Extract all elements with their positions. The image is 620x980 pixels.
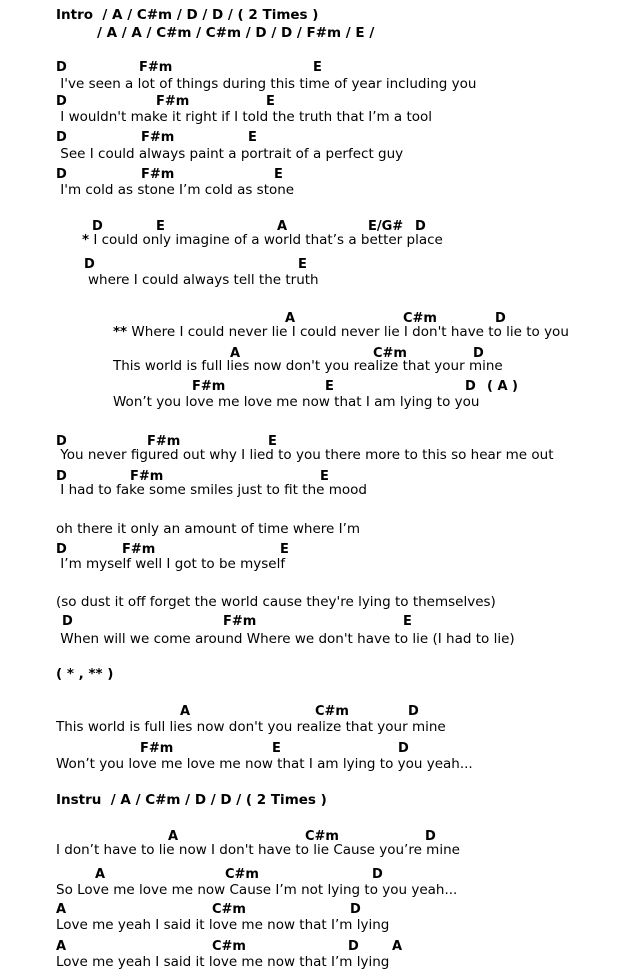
- lyric-line: where I could always tell the truth: [88, 272, 319, 288]
- lyric-line: Won’t you love me love me now that I am lying to you yeah...: [56, 756, 473, 772]
- lyric-line: See I could always paint a portrait of a perfect guy: [56, 146, 404, 162]
- section-heading: / A / A / C#m / C#m / D / D / F#m / E /: [97, 25, 375, 41]
- chord: D: [56, 469, 67, 484]
- chord: C#m: [212, 939, 246, 954]
- chord: A: [277, 219, 288, 234]
- chord: D: [56, 94, 67, 109]
- lyric-line: So Love me love me now Cause I’m not lying to you yeah...: [56, 882, 458, 898]
- chord: F#m: [156, 94, 190, 109]
- chord: C#m: [315, 704, 349, 719]
- chord: F#m: [141, 130, 175, 145]
- lyric-line: (so dust it off forget the world cause they're lying to themselves): [56, 594, 496, 610]
- chord: D: [408, 704, 419, 719]
- chord: ( A ): [487, 379, 518, 394]
- lyric-line: Won’t you love me love me now that I am lying to you: [113, 394, 480, 410]
- chord: C#m: [373, 346, 407, 361]
- chord: F#m: [223, 614, 257, 629]
- chord: F#m: [122, 542, 156, 557]
- chord: D: [56, 434, 67, 449]
- chord: C#m: [403, 311, 437, 326]
- lyric-line: Love me yeah I said it love me now that I’m lying: [56, 954, 390, 970]
- lyric-line: [113, 324, 569, 340]
- chord: F#m: [141, 167, 175, 182]
- chord: C#m: [225, 867, 259, 882]
- chord: E: [298, 257, 307, 272]
- lyric-line: I had to fake some smiles just to fit the mood: [56, 482, 367, 498]
- chord: E/G#: [368, 219, 404, 234]
- chord: E: [403, 614, 412, 629]
- lyric-line: This world is full lies now don't you realize that your mine: [56, 719, 446, 735]
- chord: A: [56, 902, 67, 917]
- chord: D: [495, 311, 506, 326]
- chord: D: [56, 167, 67, 182]
- chord: D: [56, 60, 67, 75]
- lyric-line: oh there it only an amount of time where I’m: [56, 521, 361, 537]
- chord: D: [372, 867, 383, 882]
- lyric-marker: **: [113, 324, 128, 340]
- chord: C#m: [305, 829, 339, 844]
- chord: A: [168, 829, 179, 844]
- lyric-line: I've seen a lot of things during this time of year including you: [56, 76, 477, 92]
- lyric-line: I'm cold as stone I’m cold as stone: [56, 182, 295, 198]
- lyric-line: I’m myself well I got to be myself: [56, 556, 286, 572]
- lyric-line: When will we come around Where we don't have to lie (I had to lie): [56, 631, 515, 647]
- chord: D: [415, 219, 426, 234]
- section-heading: Instru / A / C#m / D / D / ( 2 Times ): [56, 792, 327, 808]
- chord: D: [84, 257, 95, 272]
- lyric-line: [82, 232, 443, 248]
- chord: F#m: [140, 741, 174, 756]
- chord: F#m: [139, 60, 173, 75]
- chord: A: [95, 867, 106, 882]
- chord: A: [285, 311, 296, 326]
- chord: D: [62, 614, 73, 629]
- chord: E: [156, 219, 165, 234]
- chord: E: [313, 60, 322, 75]
- chord: E: [325, 379, 334, 394]
- lyric-marker: *: [82, 232, 90, 248]
- chord: D: [348, 939, 359, 954]
- chord: E: [268, 434, 277, 449]
- chord: D: [92, 219, 103, 234]
- lyric-line: You never figured out why I lied to you there more to this so hear me out: [56, 447, 554, 463]
- chord: A: [56, 939, 67, 954]
- chord: D: [56, 130, 67, 145]
- chord: D: [425, 829, 436, 844]
- lyric-line: This world is full lies now don't you realize that your mine: [113, 358, 503, 374]
- lyric-line: Love me yeah I said it love me now that I’m lying: [56, 917, 390, 933]
- chord: E: [272, 741, 281, 756]
- chord: E: [266, 94, 275, 109]
- chord: A: [230, 346, 241, 361]
- chord: E: [320, 469, 329, 484]
- chord: F#m: [130, 469, 164, 484]
- chord: E: [248, 130, 257, 145]
- chord: D: [350, 902, 361, 917]
- lyric-text: I could only imagine of a world that’s a better place: [89, 232, 443, 248]
- chord: D: [398, 741, 409, 756]
- chord: A: [392, 939, 403, 954]
- chord: E: [274, 167, 283, 182]
- section-heading: ( * , ** ): [56, 666, 114, 682]
- chord: D: [473, 346, 484, 361]
- chord: D: [56, 542, 67, 557]
- chord: F#m: [192, 379, 226, 394]
- chord: C#m: [212, 902, 246, 917]
- chord: E: [280, 542, 289, 557]
- lyric-line: I don’t have to lie now I don't have to lie Cause you’re mine: [56, 842, 460, 858]
- lyric-line: I wouldn't make it right if I told the truth that I’m a tool: [56, 109, 433, 125]
- lyric-text: Where I could never lie I could never lie I don't have to lie to you: [127, 324, 569, 340]
- chord: D: [465, 379, 476, 394]
- chord: F#m: [147, 434, 181, 449]
- chord: A: [180, 704, 191, 719]
- section-heading: Intro / A / C#m / D / D / ( 2 Times ): [56, 7, 319, 23]
